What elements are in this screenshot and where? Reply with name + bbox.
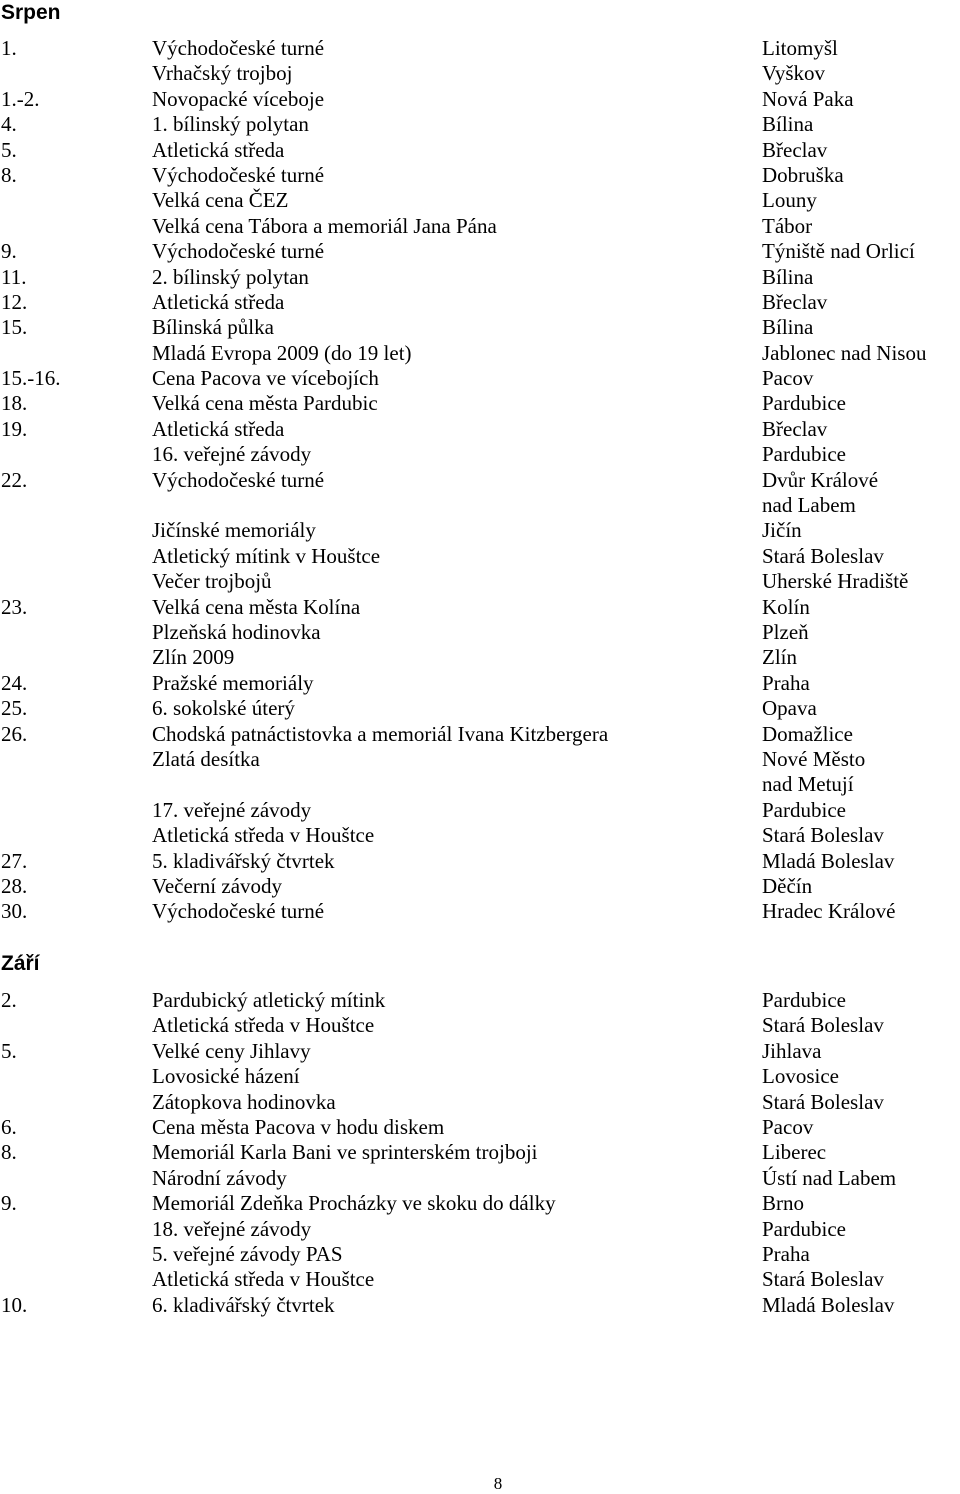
event-place: Uherské Hradiště <box>762 569 909 594</box>
event-row <box>0 874 960 899</box>
event-place: Dvůr Králové <box>762 467 879 492</box>
event-place: Stará Boleslav <box>762 1089 884 1114</box>
event-date: 6. <box>1 1114 17 1139</box>
event-row <box>0 1064 960 1089</box>
event-place: Hradec Králové <box>762 899 896 924</box>
event-row <box>0 493 960 518</box>
event-list-srpen <box>0 36 960 925</box>
event-name: Východočeské turné <box>152 162 325 187</box>
event-date: 22. <box>1 467 28 492</box>
event-row <box>0 696 960 721</box>
event-name: Bílinská půlka <box>152 315 274 340</box>
event-row <box>0 518 960 543</box>
event-place: Mladá Boleslav <box>762 848 895 873</box>
event-place: Vyškov <box>762 61 826 86</box>
event-row <box>0 341 960 366</box>
event-name: Velká cena Tábora a memoriál Jana Pána <box>152 213 497 238</box>
event-name: Lovosické házení <box>152 1064 300 1089</box>
event-row <box>0 1039 960 1064</box>
event-row <box>0 315 960 340</box>
event-row <box>0 87 960 112</box>
event-row <box>0 1191 960 1216</box>
event-name: Atletická středa v Houštce <box>152 1267 375 1292</box>
event-name: Atletická středa v Houštce <box>152 823 375 848</box>
event-row <box>0 1115 960 1140</box>
event-place: Mladá Boleslav <box>762 1292 895 1317</box>
event-row <box>0 391 960 416</box>
event-row <box>0 569 960 594</box>
event-date: 1.-2. <box>1 86 40 111</box>
event-name: Pražské memoriály <box>152 670 314 695</box>
event-date: 11. <box>1 264 27 289</box>
event-row <box>0 265 960 290</box>
event-place: Tábor <box>762 213 813 238</box>
event-name: Východočeské turné <box>152 36 325 60</box>
event-name: 5. kladivářský čtvrtek <box>152 848 335 873</box>
event-name: Atletická středa <box>152 416 285 441</box>
event-row <box>0 1013 960 1038</box>
event-place: Kolín <box>762 594 810 619</box>
event-place: Ústí nad Labem <box>762 1165 897 1190</box>
event-place: Bílina <box>762 264 814 289</box>
event-row <box>0 772 960 797</box>
event-date: 9. <box>1 1191 17 1216</box>
event-place: Děčín <box>762 873 813 898</box>
event-date: 24. <box>1 670 28 695</box>
event-place: Brno <box>762 1191 804 1216</box>
event-place: Pacov <box>762 1114 814 1139</box>
event-place: Plzeň <box>762 619 809 644</box>
event-place: Pardubice <box>762 1216 846 1241</box>
event-date: 8. <box>1 1140 17 1165</box>
event-name: Atletická středa v Houštce <box>152 1013 375 1038</box>
event-date: 12. <box>1 289 28 314</box>
event-name: Velká cena města Kolína <box>152 594 361 619</box>
event-place: Týniště nad Orlicí <box>762 239 915 264</box>
event-place: Litomyšl <box>762 36 838 60</box>
event-place: Nové Město <box>762 746 866 771</box>
event-place: Pacov <box>762 366 814 391</box>
event-row <box>0 366 960 391</box>
event-date: 1. <box>1 36 17 60</box>
event-row <box>0 138 960 163</box>
event-place: Liberec <box>762 1140 827 1165</box>
event-row <box>0 1090 960 1115</box>
event-date: 30. <box>1 899 28 924</box>
event-name: 6. sokolské úterý <box>152 696 295 721</box>
event-row <box>0 849 960 874</box>
event-place: Břeclav <box>762 416 828 441</box>
event-date: 26. <box>1 721 28 746</box>
event-name: Atletický mítink v Houštce <box>152 543 381 568</box>
event-row <box>0 1267 960 1292</box>
event-row <box>0 595 960 620</box>
event-place: nad Metují <box>762 772 854 797</box>
event-place: nad Labem <box>762 493 856 518</box>
event-name: Večerní závody <box>152 873 283 898</box>
event-name: 5. veřejné závody PAS <box>152 1241 343 1266</box>
event-row <box>0 823 960 848</box>
event-place: Břeclav <box>762 137 828 162</box>
event-row <box>0 1293 960 1318</box>
event-name: Večer trojbojů <box>152 569 272 594</box>
event-date: 27. <box>1 848 28 873</box>
event-place: Jičín <box>762 518 802 543</box>
event-name: Atletická středa <box>152 289 285 314</box>
event-row <box>0 620 960 645</box>
event-row <box>0 417 960 442</box>
event-name: Pardubický atletický mítink <box>152 988 386 1012</box>
event-place: Zlín <box>762 645 797 670</box>
event-row <box>0 61 960 86</box>
event-name: 6. kladivářský čtvrtek <box>152 1292 335 1317</box>
event-date: 18. <box>1 391 28 416</box>
event-place: Louny <box>762 188 817 213</box>
event-name: 2. bílinský polytan <box>152 264 309 289</box>
event-date: 10. <box>1 1292 28 1317</box>
event-place: Pardubice <box>762 988 846 1012</box>
event-date: 15.-16. <box>1 366 61 391</box>
event-place: Stará Boleslav <box>762 543 884 568</box>
event-row <box>0 290 960 315</box>
event-row <box>0 112 960 137</box>
event-name: Mladá Evropa 2009 (do 19 let) <box>152 340 412 365</box>
event-name: Zátopkova hodinovka <box>152 1089 336 1114</box>
event-place: Pardubice <box>762 442 846 467</box>
event-place: Bílina <box>762 112 814 137</box>
event-name: Velké ceny Jihlavy <box>152 1038 311 1063</box>
event-name: Plzeňská hodinovka <box>152 619 321 644</box>
event-name: Chodská patnáctistovka a memoriál Ivana Kitzbergera <box>152 721 609 746</box>
event-date: 8. <box>1 162 17 187</box>
event-row <box>0 645 960 670</box>
event-date: 15. <box>1 315 28 340</box>
event-date: 23. <box>1 594 28 619</box>
event-name: Východočeské turné <box>152 899 325 924</box>
event-name: Velká cena města Pardubic <box>152 391 378 416</box>
event-name: 17. veřejné závody <box>152 797 312 822</box>
event-place: Stará Boleslav <box>762 1013 884 1038</box>
event-place: Praha <box>762 1241 810 1266</box>
event-row <box>0 722 960 747</box>
event-name: Národní závody <box>152 1165 287 1190</box>
page-number: 8 <box>493 1474 503 1493</box>
event-row <box>0 671 960 696</box>
event-name: Cena Pacova ve vícebojích <box>152 366 379 391</box>
event-row <box>0 798 960 823</box>
event-row <box>0 747 960 772</box>
event-place: Lovosice <box>762 1064 839 1089</box>
event-name: Cena města Pacova v hodu diskem <box>152 1114 445 1139</box>
event-row <box>0 468 960 493</box>
event-row <box>0 239 960 264</box>
event-name: Zlatá desítka <box>152 746 260 771</box>
event-name: 1. bílinský polytan <box>152 112 309 137</box>
event-name: Memoriál Zdeňka Procházky ve skoku do dálky <box>152 1191 556 1216</box>
event-place: Pardubice <box>762 797 846 822</box>
event-date: 9. <box>1 239 17 264</box>
event-place: Praha <box>762 670 810 695</box>
event-name: Atletická středa <box>152 137 285 162</box>
event-name: Východočeské turné <box>152 467 325 492</box>
event-row <box>0 188 960 213</box>
event-name: Novopacké víceboje <box>152 86 325 111</box>
event-row <box>0 163 960 188</box>
event-name: Zlín 2009 <box>152 645 235 670</box>
event-name: Vrhačský trojboj <box>152 61 293 86</box>
event-place: Pardubice <box>762 391 846 416</box>
event-row <box>0 899 960 924</box>
event-place: Jihlava <box>762 1038 822 1063</box>
section-heading-zari: Září <box>1 952 40 975</box>
event-date: 4. <box>1 112 17 137</box>
section-heading-srpen: Srpen <box>1 1 61 24</box>
event-date: 28. <box>1 873 28 898</box>
event-name: Memoriál Karla Bani ve sprinterském trojboji <box>152 1140 538 1165</box>
event-place: Domažlice <box>762 721 853 746</box>
event-place: Jablonec nad Nisou <box>762 340 927 365</box>
event-row <box>0 442 960 467</box>
event-name: 18. veřejné závody <box>152 1216 312 1241</box>
event-name: Východočeské turné <box>152 239 325 264</box>
event-place: Dobruška <box>762 162 844 187</box>
event-place: Bílina <box>762 315 814 340</box>
event-place: Stará Boleslav <box>762 1267 884 1292</box>
event-date: 5. <box>1 137 17 162</box>
event-place: Nová Paka <box>762 86 854 111</box>
event-name: Jičínské memoriály <box>152 518 316 543</box>
event-place: Stará Boleslav <box>762 823 884 848</box>
event-row <box>0 988 960 1013</box>
event-name: 16. veřejné závody <box>152 442 312 467</box>
event-date: 5. <box>1 1038 17 1063</box>
event-place: Břeclav <box>762 289 828 314</box>
event-row <box>0 1217 960 1242</box>
event-date: 25. <box>1 696 28 721</box>
event-row <box>0 544 960 569</box>
event-place: Opava <box>762 696 817 721</box>
event-date: 2. <box>1 988 17 1012</box>
event-row <box>0 1242 960 1267</box>
event-name: Velká cena ČEZ <box>152 188 289 213</box>
event-date: 19. <box>1 416 28 441</box>
event-row <box>0 36 960 61</box>
event-row <box>0 214 960 239</box>
event-row <box>0 1140 960 1165</box>
event-list-zari <box>0 988 960 1318</box>
event-row <box>0 1166 960 1191</box>
